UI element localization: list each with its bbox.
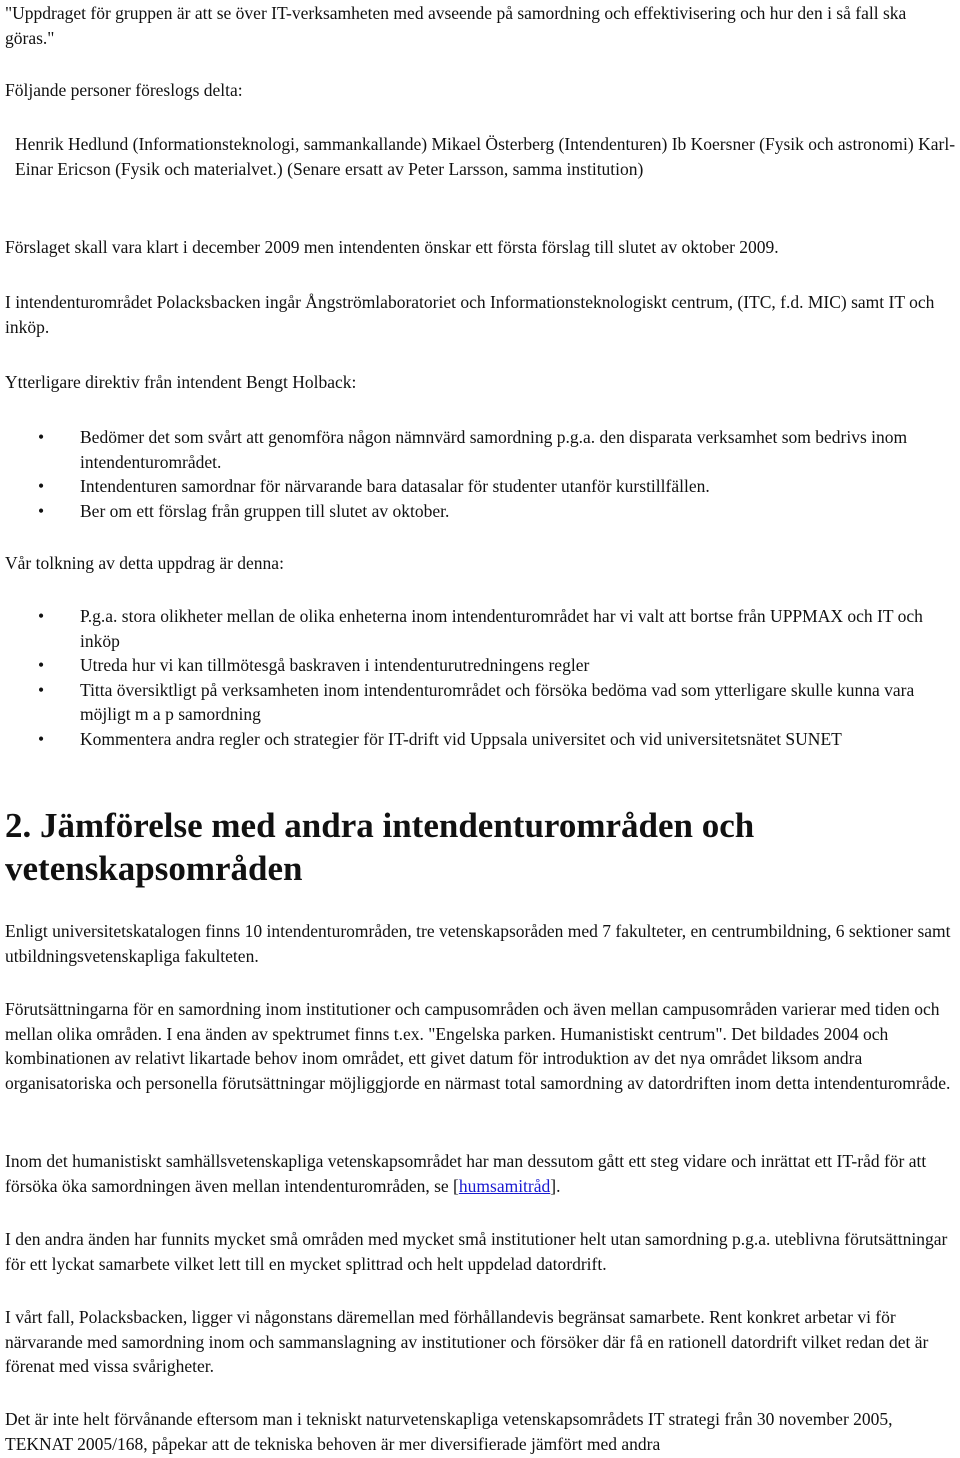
participants-list: Henrik Hedlund (Informationsteknologi, sammankallande) Mikael Österberg (Intendenturen) Ib Koersner (Fysik och astronomi) Karl-Einar Ericson (Fysik och materialvet.) (Senare ersatt av Peter Larsson, samma institution) — [15, 134, 956, 179]
directives-list — [5, 425, 960, 523]
list-item: • Bedömer det som svårt att genomföra någon nämnvärd samordning p.g.a. den disparata verksamhet som bedrivs inom intendenturområdet. — [38, 427, 908, 472]
catalog-paragraph: Enligt universitetskatalogen finns 10 intendenturområden, tre vetenskapsoråden med 7 fakulteter, en centrumbildning, 6 sektioner samt utbildningsvetenskapliga fakulteten. — [5, 921, 951, 966]
list-item: • Titta översiktligt på verksamheten inom intendenturområdet och försöka bedöma vad som ytterligare skulle kunna vara möjligt m a p samordning — [38, 679, 915, 724]
list-item: • Utreda hur vi kan tillmötesgå baskraven i intendenturutredningens regler — [5, 653, 960, 678]
humsamitrad-link[interactable]: humsamitråd — [458, 1175, 551, 1196]
bullet-icon: • — [38, 679, 45, 700]
deadline-paragraph: Förslaget skall vara klart i december 2009 men intendenten önskar ett första förslag till slutet av oktober 2009. — [5, 237, 779, 257]
section-heading: 2. Jämförelse med andra intendenturområden och vetenskapsområden — [5, 806, 755, 888]
bullet-icon: • — [38, 655, 45, 675]
bullet-icon: • — [38, 427, 45, 447]
interpretation-heading: Vår tolkning av detta uppdrag är denna: — [5, 553, 284, 573]
list-item: • Kommentera andra regler och strategier för IT-drift vid Uppsala universitet och vid universitetsnätet SUNET — [5, 727, 960, 752]
bullet-icon: • — [38, 476, 45, 496]
interpretation-list — [5, 604, 960, 751]
directives-heading: Ytterligare direktiv från intendent Bengt Holback: — [5, 372, 357, 392]
participants-heading: Följande personer föreslogs delta: — [5, 80, 243, 100]
bullet-icon: • — [38, 500, 45, 521]
conditions-paragraph: Förutsättningarna för en samordning inom institutioner och campusområden och även mellan campusområden varierar med tiden och mellan olika områden. I ena änden av spektrumet finns t.ex. "Engelska parken. Humanistiskt centrum". Det bildades 2004 och kombinationen av relativt likartade behov inom området, ett givet datum för introduktion av det nya området liksom andra organisatoriska och personella förutsättningar möjliggjorde en närmast total samordning av datordriften inom detta intendenturområde. — [5, 999, 951, 1093]
other-end-paragraph: I den andra änden har funnits mycket små områden med mycket små institutioner helt utan samordning p.g.a. uteblivna förutsättningar för ett lyckat samarbete vilket lett till en mycket splittrad och helt uppdelad datordrift. — [5, 1229, 948, 1274]
bullet-icon: • — [38, 728, 45, 749]
list-item: • Ber om ett förslag från gruppen till slutet av oktober. — [5, 499, 960, 524]
list-item: • P.g.a. stora olikheter mellan de olika enheterna inom intendenturområdet har vi valt att bortse från UPPMAX och IT och inköp — [38, 606, 923, 651]
strategy-paragraph: Det är inte helt förvånande eftersom man i tekniskt naturvetenskapliga vetenskapsområdets IT strategi från 30 november 2005, TEKNAT 2005/168, påpekar att de tekniska behoven är mer diversifierade jämfört med andra — [5, 1409, 893, 1454]
bullet-icon: • — [38, 606, 45, 626]
area-description: I intendenturområdet Polacksbacken ingår Ångströmlaboratoriet och Informationsteknologiskt centrum, (ITC, f.d. MIC) samt IT och inköp. — [5, 292, 935, 337]
intro-quote: "Uppdraget för gruppen är att se över IT-verksamheten med avseende på samordning och effektivisering och hur den i så fall ska göras." — [5, 3, 907, 48]
list-item: • Intendenturen samordnar för närvarande bara datasalar för studenter utanför kurstillfällen. — [5, 474, 960, 499]
humanist-paragraph: Inom det humanistiskt samhällsvetenskapliga vetenskapsområdet har man dessutom gått ett steg vidare och inrättat ett IT-råd för att försöka öka samordningen även mellan intendenturområden, se [humsamitråd]. — [5, 1151, 927, 1196]
our-case-paragraph: I vårt fall, Polacksbacken, ligger vi någonstans däremellan med förhållandevis begränsat samarbete. Rent konkret arbetar vi för närvarande med samordning inom och sammanslagning av institutioner och försöker där få en rationell datordrift vilket redan det är förenat med vissa svårigheter. — [5, 1307, 929, 1376]
